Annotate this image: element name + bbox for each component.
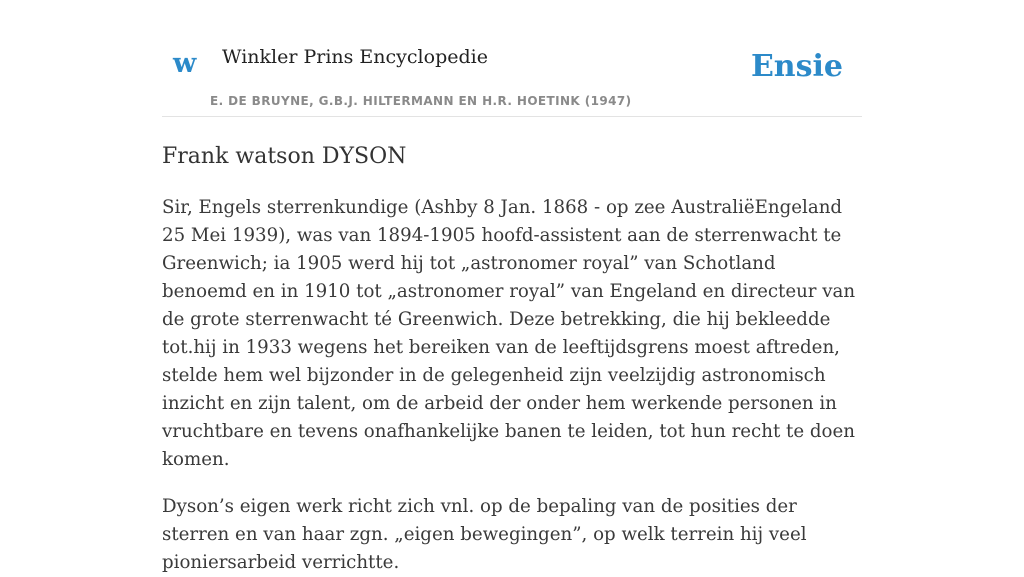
site-header: [162, 0, 862, 117]
article-title: Frank watson DYSON: [162, 144, 407, 169]
ensie-brand-link[interactable]: Ensie: [750, 49, 843, 84]
site-title[interactable]: Winkler Prins Encyclopedie: [222, 46, 488, 68]
article-paragraph: Dyson’s eigen werk richt zich vnl. op de bepaling van de posities der sterren en van haar zgn. „eigen bewegingen”, op welk terrein hij veel pioniersarbeid verrichtte.: [162, 495, 807, 573]
page: [162, 0, 862, 577]
authors-subtitle: E. DE BRUYNE, G.B.J. HILTERMANN EN H.R. HOETINK (1947): [210, 94, 632, 108]
article-paragraph: Sir, Engels sterrenkundige (Ashby 8 Jan. 1868 - op zee AustraliëEngeland 25 Mei 1939), was van 1894-1905 hoofd-assistent aan de sterrenwacht te Greenwich; ia 1905 werd hij tot „astronomer royal” van Schotland benoemd en in 1910 tot „astronomer royal” van Engeland en directeur van de grote sterrenwacht té Greenwich. Deze betrekking, die hij bekleedde tot.hij in 1933 wegens het bereiken van de leeftijdsgrens moest aftreden, stelde hem wel bijzonder in de gelegenheid zijn veelzijdig astronomisch inzicht en zijn talent, om de arbeid der onder hem werkende personen in vruchtbare en tevens onafhankelijke banen te leiden, tot hun recht te doen komen.: [162, 196, 856, 470]
logo-icon[interactable]: w: [173, 48, 197, 79]
